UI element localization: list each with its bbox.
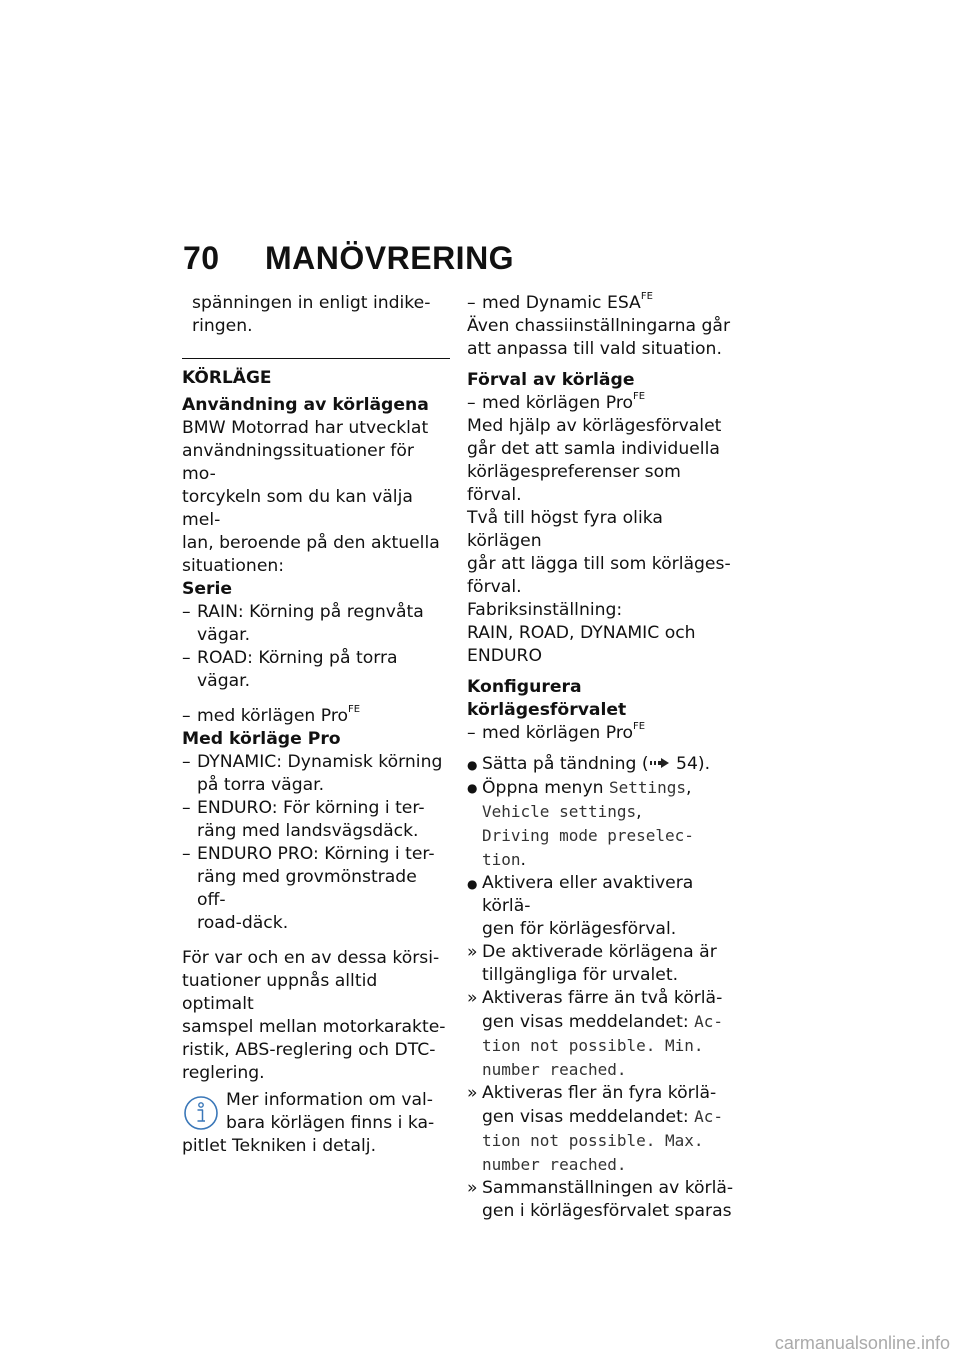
requirement-pro: – med körlägen Pro$^{FE}$ <box>467 721 646 743</box>
step-activate: ● Aktivera eller avaktivera körlä- gen för körlägesförval. <box>467 873 694 939</box>
requirement-pro: – med körlägen Pro$^{FE}$ <box>467 391 646 413</box>
requirement-dynamic-esa: – med Dynamic $ESA^{FE}$ <box>467 291 653 313</box>
list-item: – ENDURO: För körning i ter- räng med landsvägsdäck. <box>182 798 425 841</box>
left-column <box>182 292 450 1158</box>
subsection-title: Användning av körlägena <box>182 395 429 415</box>
result-available: » De aktiverade körlägena är tillgängliga för urvalet. <box>467 942 717 985</box>
result-saved: » Sammanställningen av körlä- gen i körlägesförvalet sparas <box>467 1178 734 1221</box>
page-number: 70 <box>183 240 220 276</box>
pro-title: Med körläge Pro <box>182 729 341 749</box>
forval-text: Med hjälp av körlägesförvalet går det att samla individuella körlägespreferenser som förval. Två till högst fyra olika körlägen går att lägga till som körläges- förval. Fabriksinställning: RAIN, ROAD, DYNAMIC och ENDURO <box>467 416 731 666</box>
info-note: Mer information om val- bara körlägen finns i ka- pitlet Tekniken i detalj. <box>182 1090 435 1156</box>
config-title: Konfigurera körlägesförvalet <box>467 677 627 720</box>
result-max: » Aktiveras fler än fyra körlä- gen visas meddelandet: Ac- tion not possible. Max. number reached. <box>467 1083 723 1174</box>
section-title: KÖRLÄGE <box>182 358 450 390</box>
step-open-menu: ● Öppna menyn Settings, Vehicle settings, Driving mode preselec- tion. <box>467 778 694 870</box>
page-header <box>183 240 514 277</box>
info-icon <box>182 1093 220 1131</box>
list-item: – ENDURO PRO: Körning i ter- räng med grovmönstrade off- road-däck. <box>182 844 435 933</box>
step-ignition: ● Sätta på tändning ( 54). <box>467 754 711 774</box>
result-min: » Aktiveras färre än två körlä- gen visas meddelandet: Ac- tion not possible. Min. number reached. <box>467 988 723 1079</box>
forval-title: Förval av körläge <box>467 370 635 390</box>
list-item: – ROAD: Körning på torra vägar. <box>182 648 398 691</box>
list-item: – DYNAMIC: Dynamisk körning på torra vägar. <box>182 752 443 795</box>
serie-title: Serie <box>182 579 233 599</box>
list-item: – RAIN: Körning på regnvåta vägar. <box>182 602 424 645</box>
dynamic-text: Även chassiinställningarna går att anpassa till vald situation. <box>467 316 731 359</box>
continued-text: spänningen in enligt indike- ringen. <box>192 293 431 336</box>
watermark: carmanualsonline.info <box>774 1333 950 1353</box>
description-paragraph: För var och en av dessa körsi- tuationer uppnås alltid optimalt samspel mellan motorkarakte- ristik, ABS-reglering och DTC- reglering. <box>182 948 446 1083</box>
right-column <box>467 292 739 1223</box>
requirement-pro: – med körlägen Pro$^{FE}$ <box>182 704 361 726</box>
chapter-title: MANÖVRERING <box>265 240 515 276</box>
intro-paragraph: BMW Motorrad har utvecklat användningssituationer för mo- torcykeln som du kan välja mel- lan, beroende på den aktuella situationen: <box>182 418 440 576</box>
arrow-reference-icon <box>649 756 671 770</box>
